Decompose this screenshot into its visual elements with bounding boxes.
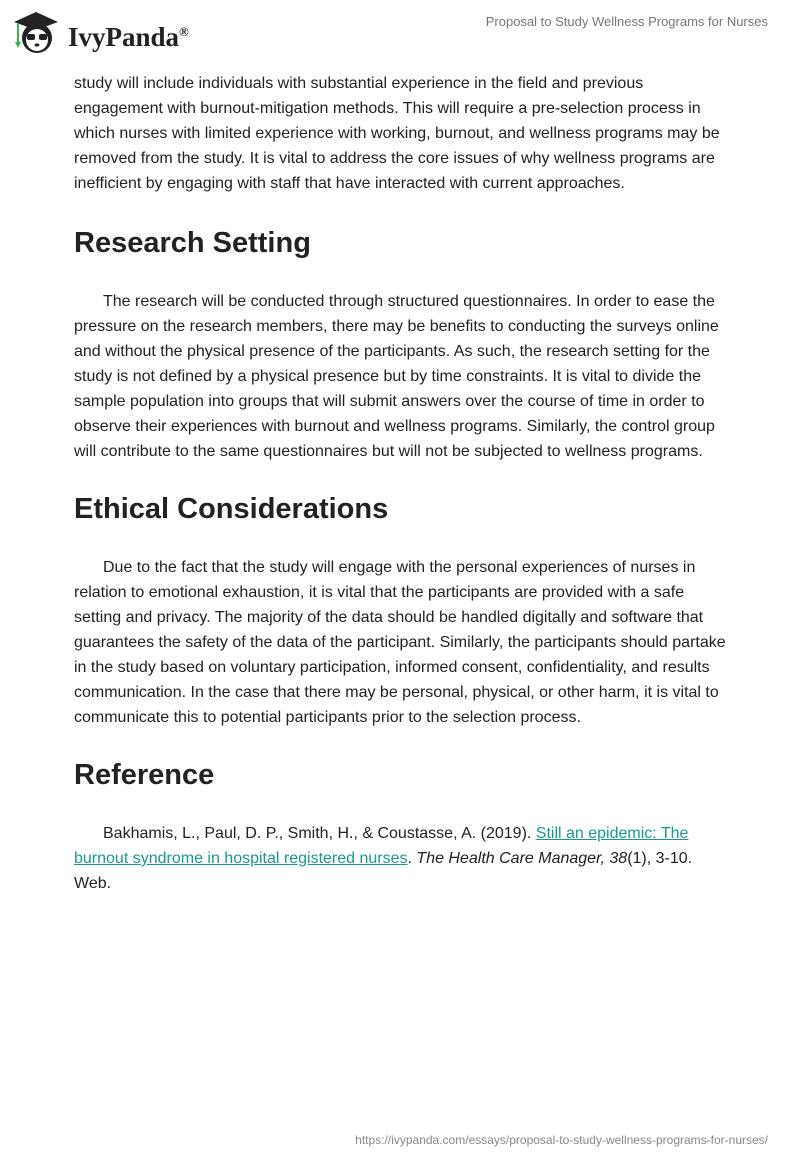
reference-link[interactable]: Still an epidemic: The burnout syndrome in hospital registered nurses [74, 825, 689, 867]
essay-content [74, 71, 726, 896]
logo-text: IvyPanda [68, 21, 180, 52]
reference-journal: The Health Care Manager, 38 [416, 850, 628, 867]
panda-logo-icon [12, 8, 62, 56]
document-title: Proposal to Study Wellness Programs for Nurses [485, 14, 768, 29]
reference-entry [74, 821, 726, 896]
heading-reference: Reference [74, 759, 215, 791]
heading-research-setting: Research Setting [74, 227, 311, 259]
registered-mark: ® [179, 23, 189, 39]
intro-paragraph: study will include individuals with substantial experience in the field and previous engagement with burnout-mitigation methods. This will require a pre-selection process in which nurses with limited experience with working, burnout, and wellness programs may be removed from the study. It is vital to address the core issues of why wellness programs are inefficient by engaging with staff that have interacted with current approaches. [74, 75, 720, 192]
ethical-paragraph: Due to the fact that the study will engage with the personal experiences of nurses in relation to emotional exhaustion, it is vital that the participants are provided with a safe setting and privacy. The majority of the data should be handled digitally and software that guarantees the safety of the data of the participant. Similarly, the participants should partake in the study based on voluntary participation, informed consent, confidentiality, and results communication. In the case that there may be personal, physical, or other harm, it is vital to communicate this to potential participants prior to the selection process. [74, 559, 726, 726]
ivypanda-logo[interactable] [12, 8, 189, 56]
reference-punct: . [407, 850, 417, 867]
research-setting-paragraph: The research will be conducted through structured questionnaires. In order to ease the pressure on the research members, there may be benefits to conducting the surveys online and without the physical presence of the participants. As such, the research setting for the study is not defined by a physical presence but by time constraints. It is vital to divide the sample population into groups that will submit answers over the course of time in order to observe their experiences with burnout and wellness programs. Similarly, the control group will contribute to the same questionnaires but will not be subjected to wellness programs. [74, 293, 719, 460]
heading-ethical-considerations: Ethical Considerations [74, 493, 389, 525]
reference-authors: Bakhamis, L., Paul, D. P., Smith, H., & Coustasse, A. (2019). [103, 825, 536, 842]
footer-url: https://ivypanda.com/essays/proposal-to-study-wellness-programs-for-nurses/ [355, 1133, 768, 1147]
reference-issue: (1), 3-10. Web. [74, 850, 693, 892]
